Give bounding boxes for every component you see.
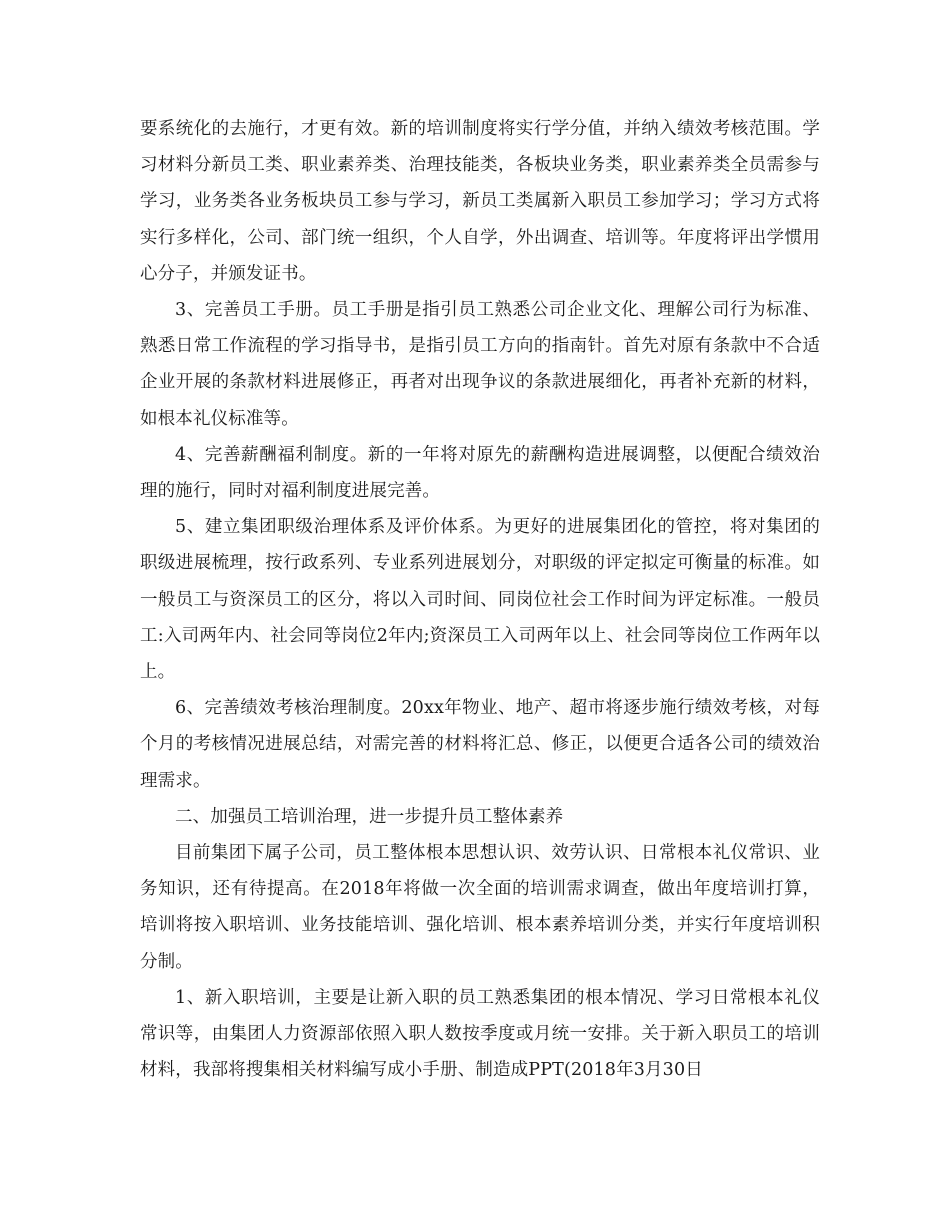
paragraph-2: 3、完善员工手册。员工手册是指引员工熟悉公司企业文化、理解公司行为标准、熟悉日常工作流程的学习指导书，是指引员工方向的指南针。首先对原有条款中不合适企业开展的条款材料进展修正，再者对出现争议的条款进展细化，再者补充新的材料，如根本礼仪标准等。 xyxy=(140,300,820,429)
section-heading: 二、加强员工培训治理，进一步提升员工整体素养 xyxy=(175,806,564,827)
paragraph-1: 要系统化的去施行，才更有效。新的培训制度将实行学分值，并纳入绩效考核范围。学习材料分新员工类、职业素养类、治理技能类，各板块业务类，职业素养类全员需参与学习，业务类各业务板块员工参与学习，新员工类属新入职员工参加学习；学习方式将实行多样化，公司、部门统一组织，个人自学，外出调查、培训等。年度将评出学惯用心分子，并颁发证书。 xyxy=(140,119,820,284)
paragraph-4: 5、建立集团职级治理体系及评价体系。为更好的进展集团化的管控，将对集团的职级进展梳理，按行政系列、专业系列进展划分，对职级的评定拟定可衡量的标准。如一般员工与资深员工的区分，将以入司时间、同岗位社会工作时间为评定标准。一般员工:入司两年内、社会同等岗位2年内;资深员工入司两年以上、社会同等岗位工作两年以上。 xyxy=(140,517,820,683)
paragraph-3: 4、完善薪酬福利制度。新的一年将对原先的薪酬构造进展调整，以便配合绩效治理的施行，同时对福利制度进展完善。 xyxy=(140,444,820,502)
paragraph-7: 1、新入职培训，主要是让新入职的员工熟悉集团的根本情况、学习日常根本礼仪常识等，由集团人力资源部依照入职人数按季度或月统一安排。关于新入职员工的培训材料，我部将搜集相关材料编写成小手册、制造成PPT(2018年3月30日 xyxy=(140,987,820,1081)
document-body xyxy=(140,111,820,1088)
paragraph-6: 目前集团下属子公司，员工整体根本思想认识、效劳认识、日常根本礼仪常识、业务知识，还有待提高。在2018年将做一次全面的培训需求调查，做出年度培训打算，培训将按入职培训、业务技能培训、强化培训、根本素养培训分类，并实行年度培训积分制。 xyxy=(140,843,820,972)
paragraph-5: 6、完善绩效考核治理制度。20xx年物业、地产、超市将逐步施行绩效考核，对每个月的考核情况进展总结，对需完善的材料将汇总、修正，以便更合适各公司的绩效治理需求。 xyxy=(140,698,820,791)
